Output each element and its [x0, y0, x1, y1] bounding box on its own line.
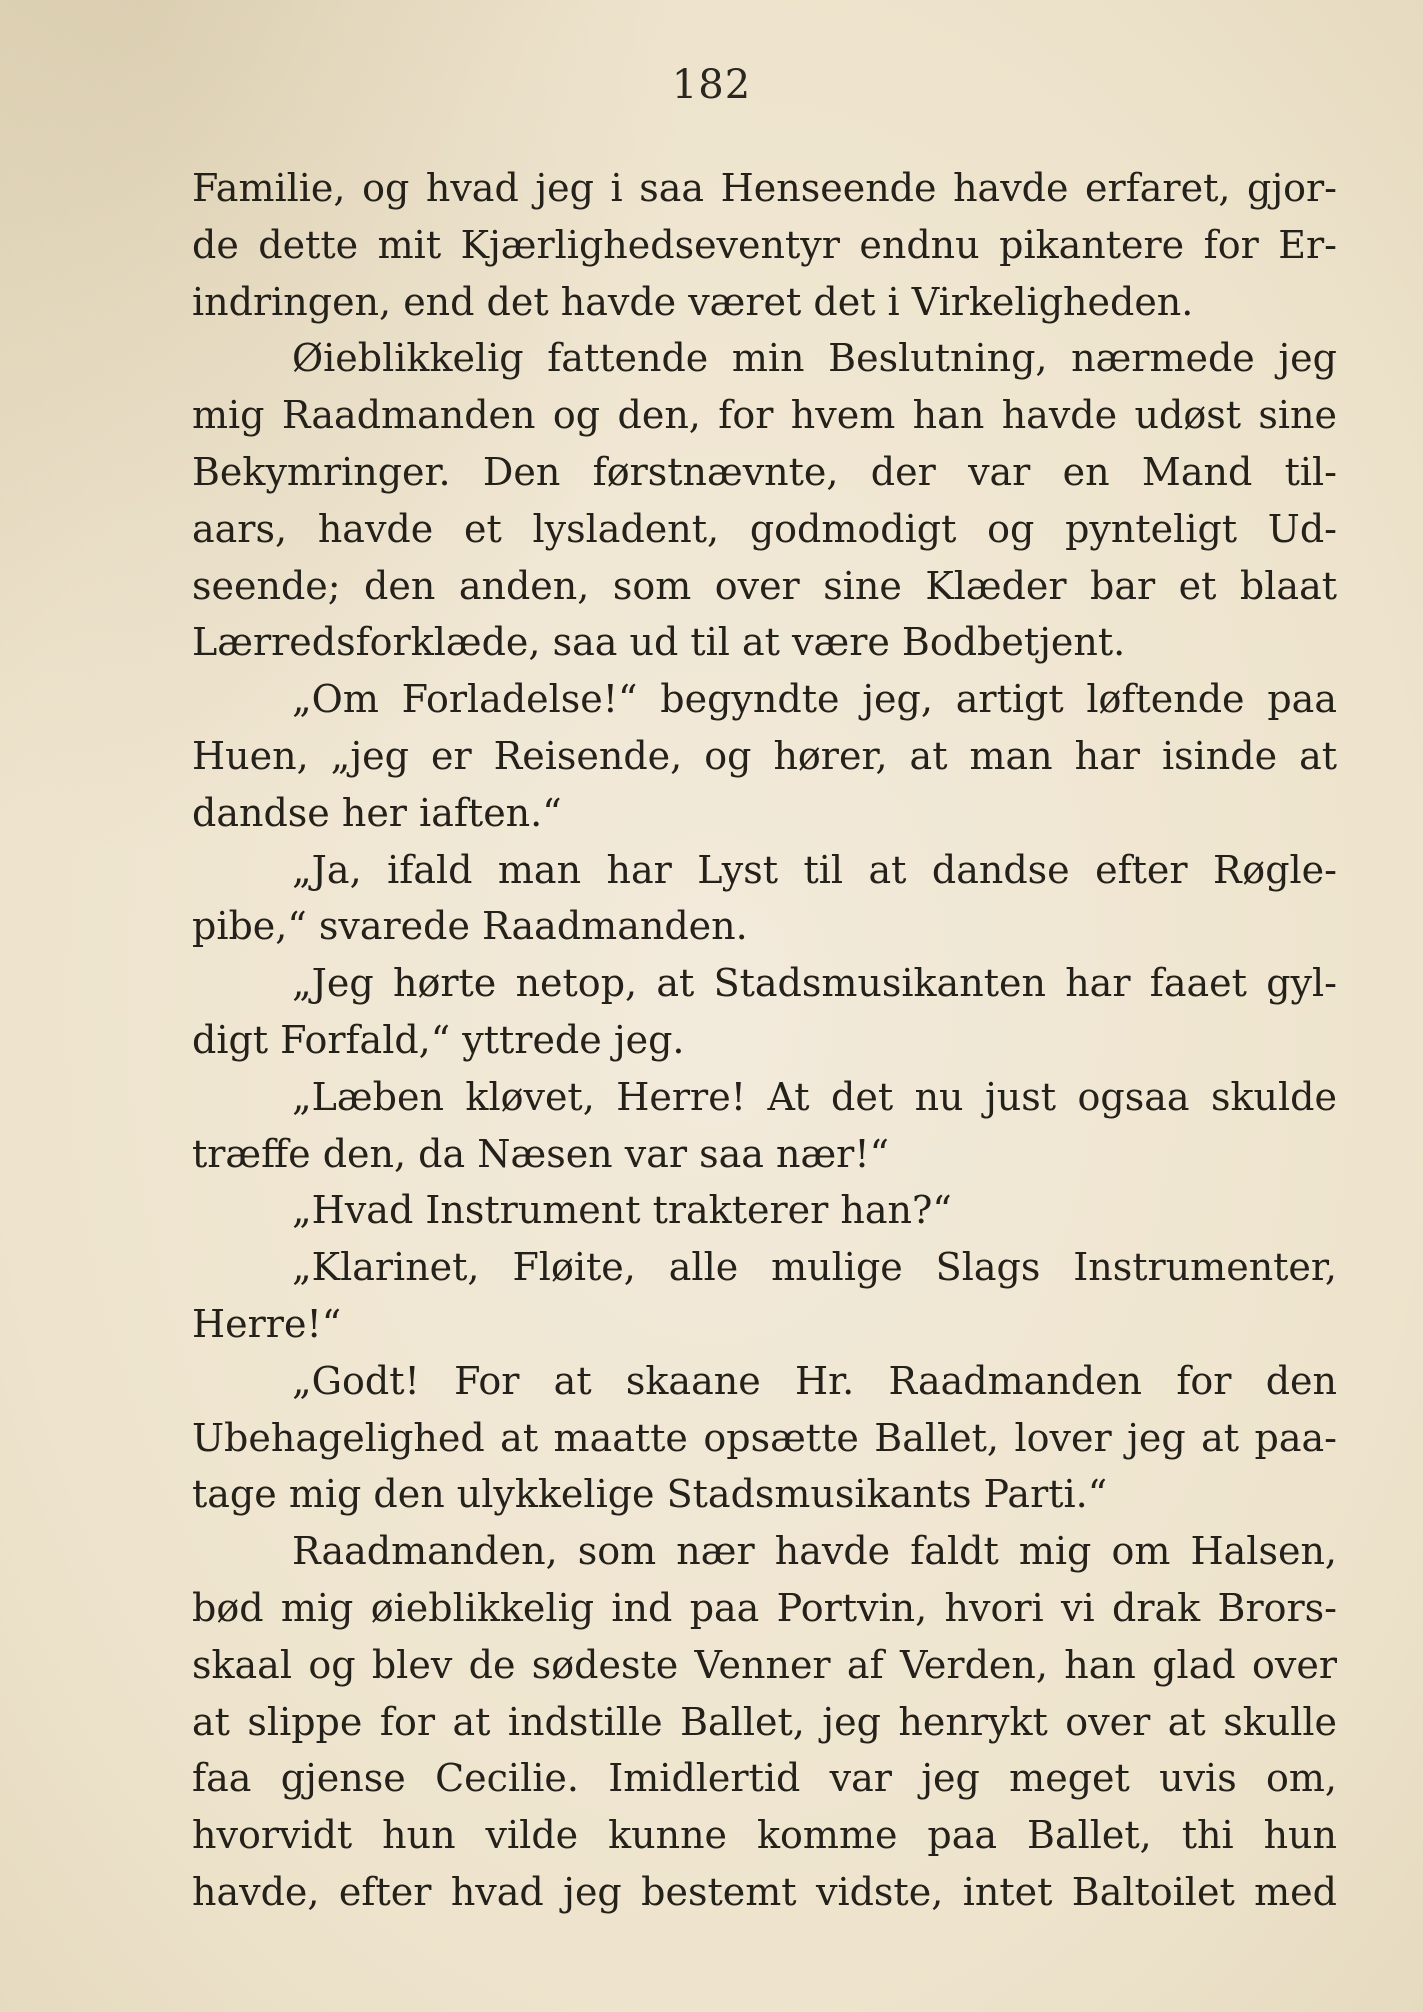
text-line: mig Raadmanden og den, for hvem han havde udøst sine	[192, 393, 1337, 438]
text-line: hvorvidt hun vilde kunne komme paa Ballet, thi hun	[192, 1813, 1337, 1858]
text-line: seende; den anden, som over sine Klæder bar et blaat	[192, 563, 1337, 608]
text-line: „Ja, ifald man har Lyst til at dandse efter Røgle-	[292, 847, 1337, 892]
page-number: 182	[671, 62, 752, 108]
text-line: de dette mit Kjærlighedseventyr endnu pikantere for Er-	[192, 222, 1337, 267]
text-line: Øieblikkelig fattende min Beslutning, nærmede jeg	[292, 336, 1337, 381]
text-line: aars, havde et lysladent, godmodigt og pynteligt Ud-	[192, 506, 1337, 551]
text-line: Herre!“	[192, 1301, 342, 1346]
text-line: Bekymringer. Den førstnævnte, der var en Mand til-	[192, 449, 1337, 494]
text-line: Ubehagelighed at maatte opsætte Ballet, lover jeg at paa-	[192, 1415, 1337, 1460]
text-line: Huen, „jeg er Reisende, og hører, at man har isinde at	[192, 733, 1337, 778]
text-line: „Godt! For at skaane Hr. Raadmanden for den	[292, 1358, 1337, 1403]
text-line: havde, efter hvad jeg bestemt vidste, intet Baltoilet med	[192, 1869, 1337, 1914]
text-line: „Hvad Instrument trakterer han?“	[292, 1188, 952, 1233]
text-line: at slippe for at indstille Ballet, jeg henrykt over at skulle	[192, 1699, 1337, 1744]
text-line: faa gjense Cecilie. Imidlertid var jeg meget uvis om,	[192, 1756, 1337, 1801]
text-line: „Læben kløvet, Herre! At det nu just ogsaa skulde	[292, 1074, 1337, 1119]
text-line: Familie, og hvad jeg i saa Henseende havde erfaret, gjor-	[192, 166, 1337, 210]
text-line: digt Forfald,“ yttrede jeg.	[192, 1017, 685, 1062]
text-line: „Klarinet, Fløite, alle mulige Slags Instrumenter,	[292, 1245, 1337, 1290]
text-line: „Jeg hørte netop, at Stadsmusikanten har faaet gyl-	[292, 961, 1337, 1006]
text-line: „Om Forladelse!“ begyndte jeg, artigt løftende paa	[292, 677, 1337, 722]
text-line: Raadmanden, som nær havde faldt mig om Halsen,	[292, 1529, 1337, 1574]
text-line: dandse her iaften.“	[192, 790, 562, 835]
text-line: træffe den, da Næsen var saa nær!“	[192, 1131, 890, 1176]
text-line: pibe,“ svarede Raadmanden.	[192, 904, 748, 949]
text-line: bød mig øieblikkelig ind paa Portvin, hvori vi drak Brors-	[192, 1585, 1337, 1630]
text-line: indringen, end det havde været det i Virkeligheden.	[192, 279, 1194, 324]
text-line: tage mig den ulykkelige Stadsmusikants Parti.“	[192, 1472, 1108, 1517]
text-line: skaal og blev de sødeste Venner af Verden, han glad over	[192, 1642, 1337, 1687]
body-text	[192, 160, 1337, 1921]
text-line: Lærredsforklæde, saa ud til at være Bodbetjent.	[192, 620, 1126, 665]
